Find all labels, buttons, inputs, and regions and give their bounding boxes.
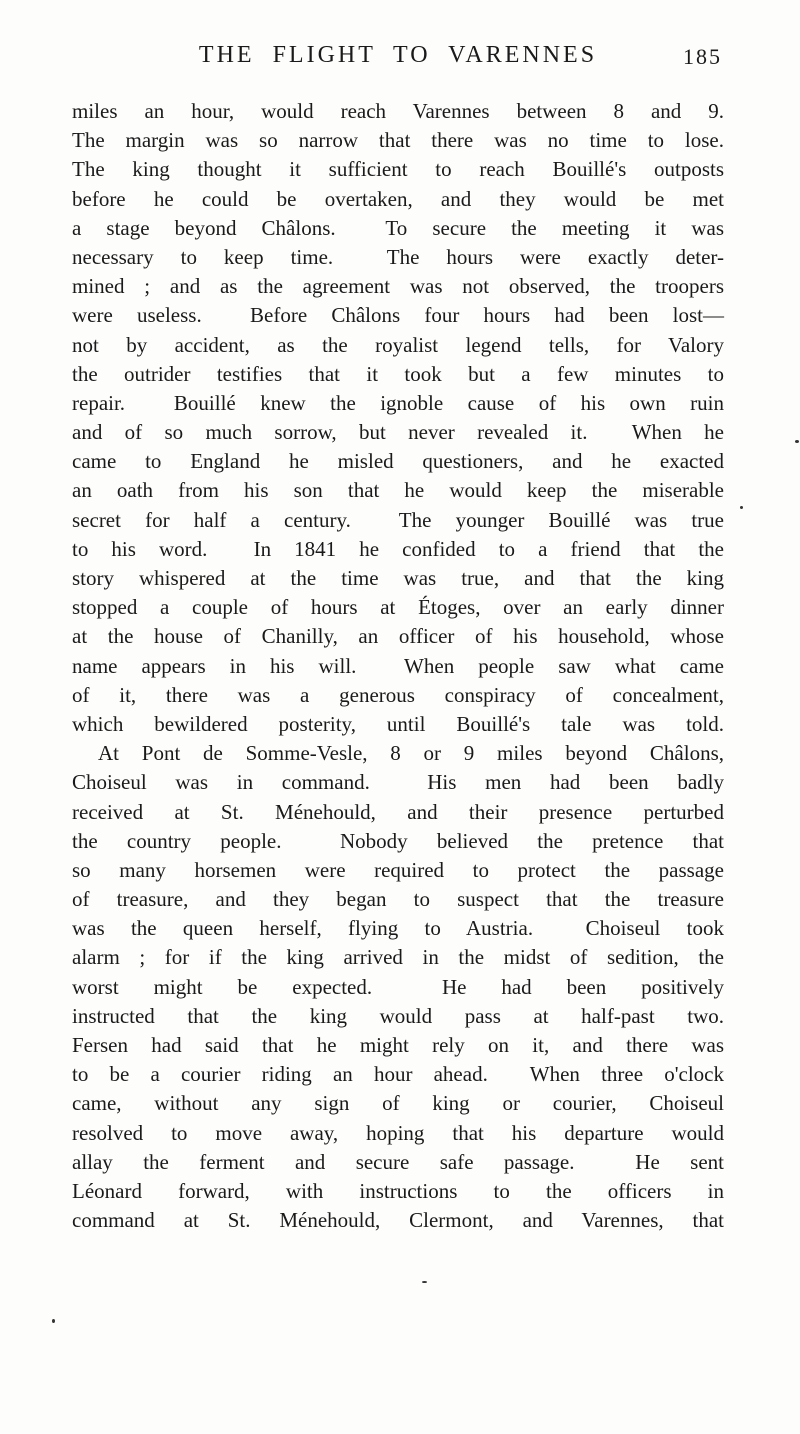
text-line: repair. Bouillé knew the ignoble cause of his own ruin xyxy=(72,390,724,415)
text-line: secret for half a century. The younger Bouillé was true xyxy=(72,507,724,532)
text-line: name appears in his will. When people saw what came xyxy=(72,653,724,678)
text-line: at the house of Chanilly, an officer of his household, whose xyxy=(72,624,724,649)
text-line: Choiseul was in command. His men had been badly xyxy=(72,770,724,795)
text-line: to be a courier riding an hour ahead. When three o'clock xyxy=(72,1062,724,1087)
text-line: At Pont de Somme-Vesle, 8 or 9 miles beyond Châlons, xyxy=(98,741,724,766)
text-line: instructed that the king would pass at half-past two. xyxy=(72,1003,724,1028)
text-line: the outrider testifies that it took but a few minutes to xyxy=(72,361,724,386)
text-line: were useless. Before Châlons four hours had been lost— xyxy=(72,303,724,328)
text-line: before he could be overtaken, and they would be met xyxy=(72,186,724,211)
text-line: received at St. Ménehould, and their presence perturbed xyxy=(72,799,724,824)
text-line: of treasure, and they began to suspect that the treasure xyxy=(72,887,724,912)
text-line: was the queen herself, flying to Austria. Choiseul took xyxy=(72,916,724,941)
text-line: the country people. Nobody believed the pretence that xyxy=(72,828,724,853)
text-line: stopped a couple of hours at Étoges, over an early dinner xyxy=(72,595,724,620)
text-line: to his word. In 1841 he confided to a friend that the xyxy=(72,536,724,561)
text-line: Fersen had said that he might rely on it, and there was xyxy=(72,1033,724,1057)
text-line: resolved to move away, hoping that his departure would xyxy=(72,1120,724,1145)
text-line: The king thought it sufficient to reach Bouillé's outposts xyxy=(72,157,724,182)
text-line: miles an hour, would reach Varennes between 8 and 9. xyxy=(72,99,724,123)
text-line: came, without any sign of king or courier, Choiseul xyxy=(72,1091,724,1116)
scan-speck xyxy=(740,506,743,509)
text-line: The margin was so narrow that there was no time to lose. xyxy=(72,128,724,153)
text-block xyxy=(72,97,724,1235)
text-line: came to England he misled questioners, and he exacted xyxy=(72,449,724,474)
text-line: and of so much sorrow, but never revealed it. When he xyxy=(72,420,724,445)
text-line: so many horsemen were required to protect the passage xyxy=(72,857,724,882)
text-line: command at St. Ménehould, Clermont, and Varennes, that xyxy=(72,1208,724,1233)
text-line: alarm ; for if the king arrived in the midst of sedition, the xyxy=(72,945,724,970)
text-line: story whispered at the time was true, and that the king xyxy=(72,566,724,590)
text-line: Léonard forward, with instructions to the officers in xyxy=(72,1178,724,1203)
scan-speck xyxy=(795,440,799,443)
text-line: an oath from his son that he would keep the miserable xyxy=(72,478,724,503)
page-number: 185 xyxy=(683,44,722,69)
scan-speck xyxy=(52,1319,55,1323)
scan-speck xyxy=(422,1281,427,1283)
paragraph xyxy=(72,739,724,1235)
running-header xyxy=(72,42,724,74)
running-header-title: THE FLIGHT TO VARENNES xyxy=(198,42,598,68)
text-line: which bewildered posterity, until Bouillé's tale was told. xyxy=(72,711,724,736)
text-line: of it, there was a generous conspiracy of concealment, xyxy=(72,682,724,707)
text-line: a stage beyond Châlons. To secure the meeting it was xyxy=(72,215,724,240)
text-line: worst might be expected. He had been positively xyxy=(72,974,724,999)
text-line: allay the ferment and secure safe passage. He sent xyxy=(72,1149,724,1174)
text-line: mined ; and as the agreement was not observed, the troopers xyxy=(72,274,724,299)
text-line: necessary to keep time. The hours were exactly deter- xyxy=(72,244,724,269)
text-line: not by accident, as the royalist legend tells, for Valory xyxy=(72,332,724,357)
paragraph xyxy=(72,97,724,739)
